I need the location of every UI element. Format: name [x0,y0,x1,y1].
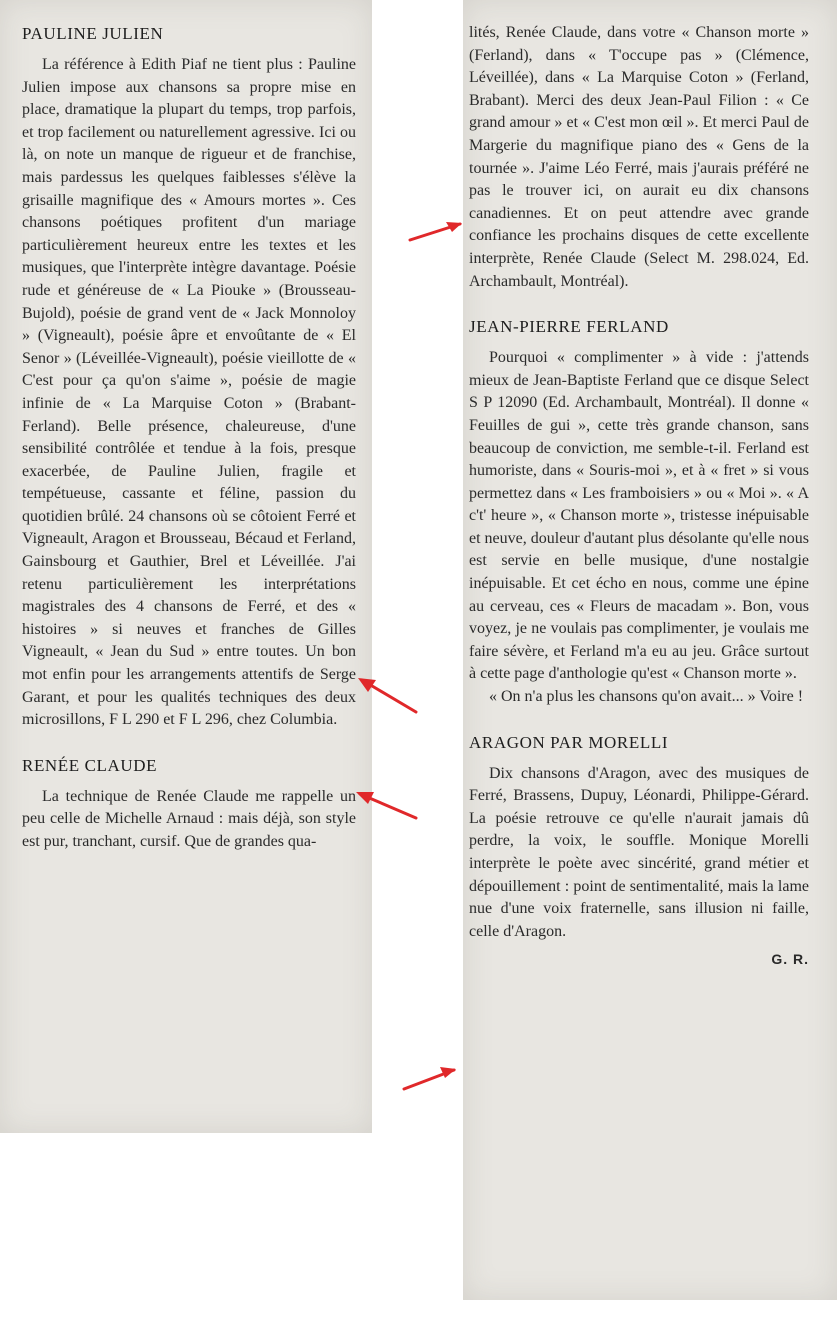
paragraph-ferland-quote: « On n'a plus les chansons qu'on avait... » Voire ! [489,688,804,706]
section-heading-jean-pierre-ferland: JEAN-PIERRE FERLAND [469,317,669,337]
right-column-clipping [463,0,837,1300]
author-signature: G. R. [771,951,809,968]
red-arrow-icon [348,786,422,822]
paragraph-renee-claude-continued: lités, Renée Claude, dans votre « Chanson morte » (Ferland), dans « T'occupe pas » (Clémence, Léveillée), dans « La Marquise Coton » (Ferland, Brabant). Merci des deux Jean-Paul Filion : « Ce grand amour » et « C'est mon œil ». Et merci Paul de Margerie du magnifique piano des « Gens de la tournée ». J'aime Léo Ferré, mais j'aurais préféré ne pas le trouver ici, on aurait eu dix chansons canadiennes. Et on peut attendre avec grande confiance les prochains disques de cette excellente interprète, Renée Claude (Select M. 298.024, Ed. Archambault, Montréal). [469,24,809,290]
left-column-clipping [0,0,372,1133]
red-arrow-icon [406,216,466,246]
paragraph-aragon-morelli: Dix chansons d'Aragon, avec des musiques de Ferré, Brassens, Dupuy, Léonardi, Philippe-Gérard. La poésie retrouve ce qu'elle n'aurait jamais dû perdre, la voix, le souffle. Monique Morelli interprète le poète avec sincérité, grand métier et dépouillement : point de sentimentalité, mais la lame nue d'une voix fraternelle, sans illusion ni faille, celle d'Aragon. [469,764,809,940]
section-heading-aragon-par-morelli: ARAGON PAR MORELLI [469,732,669,752]
section-heading-pauline-julien: PAULINE JULIEN [22,24,164,43]
paragraph-ferland: Pourquoi « complimenter » à vide : j'attends mieux de Jean-Baptiste Ferland que ce disque Select S P 12090 (Ed. Archambault, Montréal). Il donne « Feuilles de gui », cette très grande chanson, sans beaucoup de conviction, me semble-t-il. Ferland est humoriste, dans « Souris-moi », et à « fret » si vous permettez dans « Les framboisiers » ou « Moi ». « A c't' heure », « Chanson morte », tristesse inépuisable et neuve, douleur d'autant plus désolante qu'elle nous est servie en belle musique, d'une nostalgie inépuisable. Et cet écho en nous, comme une épine au cerveau, ces « Fleurs de macadam ». Bon, vous voyez, je ne voulais pas complimenter, je voulais me faire sévère, et Ferland m'a eu au jeu. Grâce surtout à cette page d'anthologie qu'est « Chanson morte ». [469,349,809,683]
section-heading-renee-claude: RENÉE CLAUDE [22,755,158,775]
red-arrow-icon [400,1062,460,1094]
paragraph-pauline-julien: La référence à Edith Piaf ne tient plus : Pauline Julien impose aux chansons sa propre mise en place, dramatique la plupart du temps, trop parfois, et trop facilement ou naturellement agressive. Ici ou là, on note un manque de rigueur et de franchise, mais pardessus les quelques faiblesses s'élève la grisaille magnifique des « Amours mortes ». Ces chansons poétiques profitent d'un mariage particulièrement heureux entre les textes et les musiques, que l'interprète intègre davantage. Poésie rude et généreuse de « La Piouke » (Brousseau-Bujold), poésie de grand vent de « Jack Monnoloy » (Vigneault), poésie âpre et envoûtante de « El Senor » (Léveillée-Vigneault), poésie vieillotte de « C'est pour ça qu'on s'aime », poésie de magie infinie de « La Marquise Coton » (Brabant-Ferland). Belle présence, chaleureuse, d'une sensibilité contrôlée et tendue à la fois, presque exacerbée, de Pauline Julien, fragile et tempétueuse, cassante et féline, passion du quotidien brûlé. 24 chansons où se côtoient Ferré et Vigneault, Aragon et Brousseau, Bécaud et Ferland, Gainsbourg et Gauthier, Brel et Léveillée. J'ai retenu particulièrement les interprétations magistrales des 4 chansons de Ferré, et des « histoires » si neuves et franches de Gilles Vigneault, « Jean du Sud » entre toutes. Un bon mot enfin pour les arrangements attentifs de Serge Garant, et pour les qualités techniques des deux microsillons, F L 290 et F L 296, chez Columbia. [22,56,356,729]
red-arrow-icon [350,672,422,716]
paragraph-renee-claude-start: La technique de Renée Claude me rappelle un peu celle de Michelle Arnaud : mais déjà, son style est pur, tranchant, cursif. Que de grandes qua- [22,787,356,850]
